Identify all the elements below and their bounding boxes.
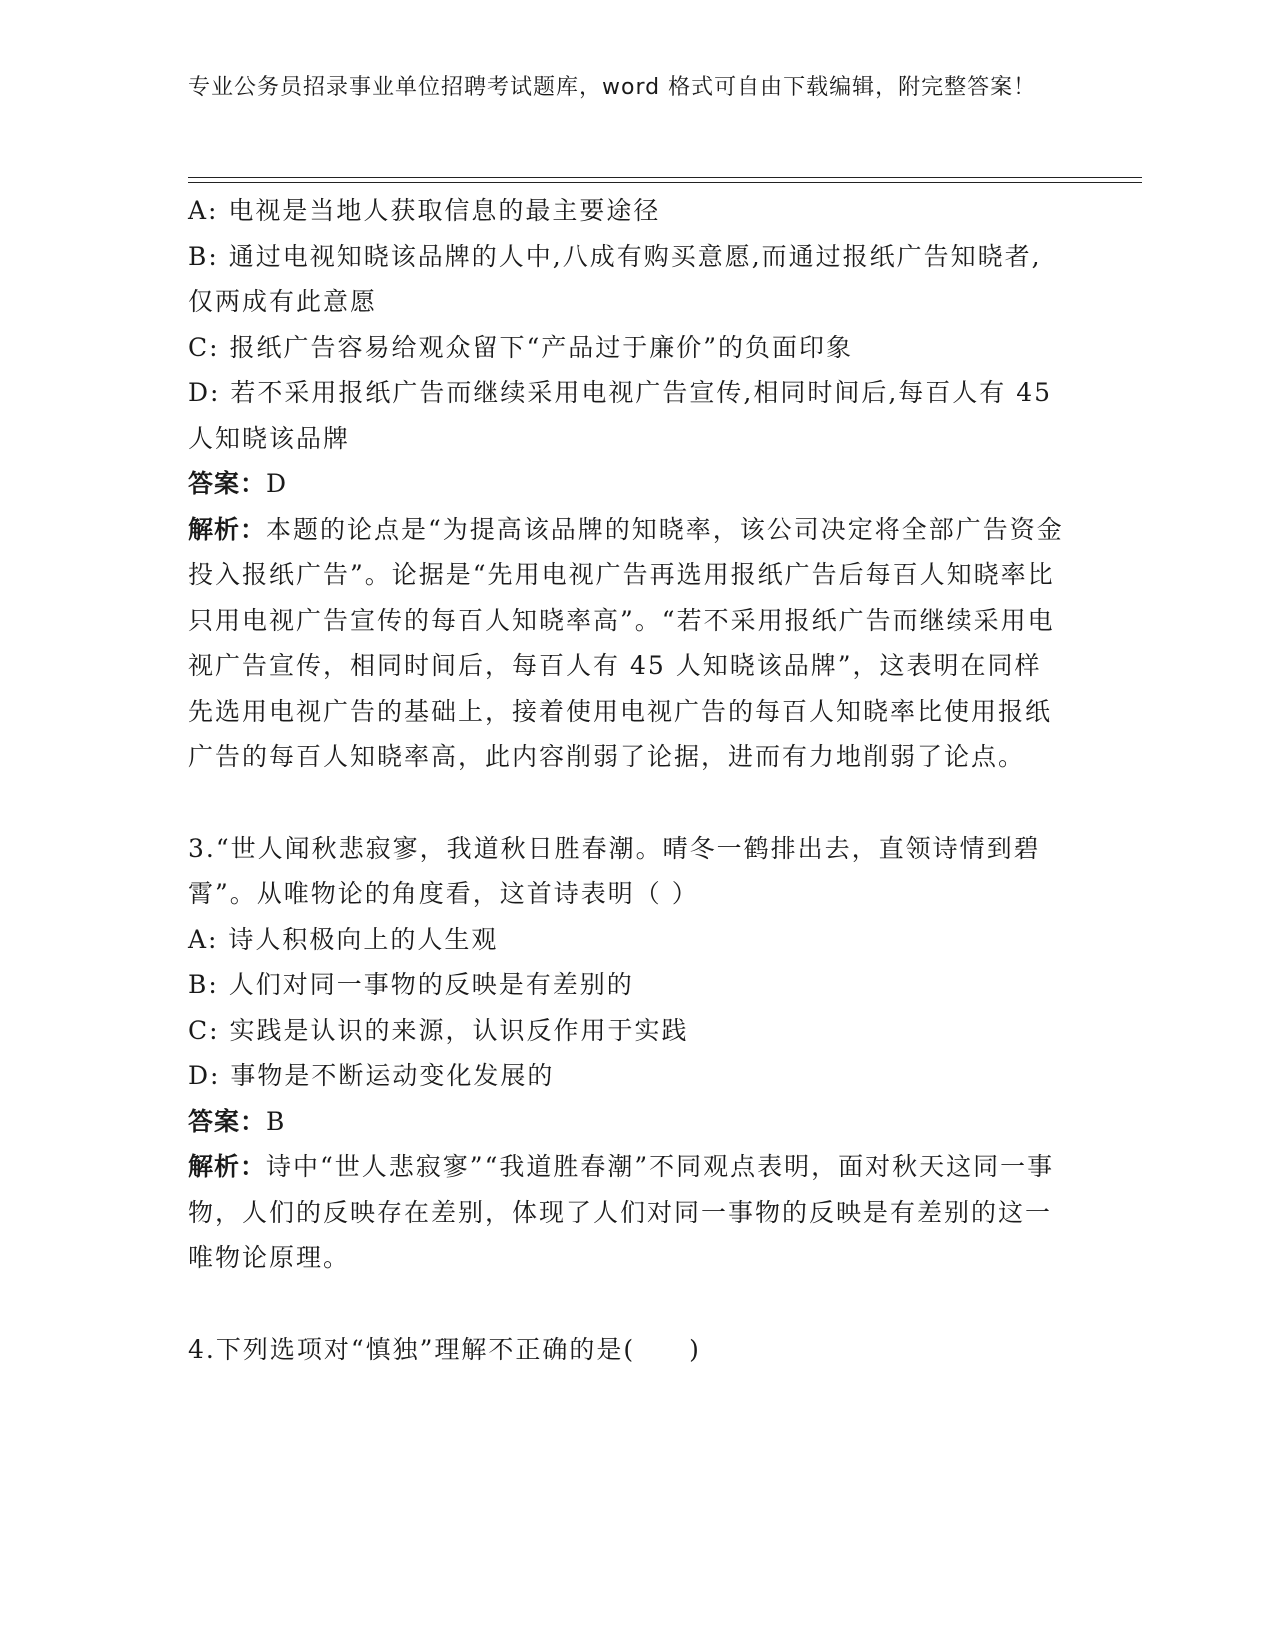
q2-option-d: D: 若不采用报纸广告而继续采用电视广告宣传,相同时间后,每百人有 45 人知晓该品牌 bbox=[188, 378, 1053, 453]
q3-answer-value: B bbox=[266, 1106, 287, 1136]
q3-analysis-label: 解析： bbox=[188, 1152, 267, 1181]
q3-stem: 3.“世人闻秋悲寂寥，我道秋日胜春潮。晴冬一鹤排出去，直领诗情到碧霄”。从唯物论的角度看，这首诗表明（ ） bbox=[188, 833, 1041, 908]
q3-answer bbox=[188, 1099, 1068, 1145]
header-divider-bottom bbox=[188, 182, 1142, 183]
question-content bbox=[188, 188, 1068, 1372]
spacer bbox=[188, 780, 1068, 826]
q2-answer-value: D bbox=[266, 469, 289, 498]
question-2-remainder bbox=[188, 188, 1068, 780]
q3-option-b: B: 人们对同一事物的反映是有差别的 bbox=[188, 970, 634, 999]
page-header: 专业公务员招录事业单位招聘考试题库，word 格式可自由下载编辑，附完整答案！ bbox=[188, 75, 1037, 100]
q2-analysis-text: 本题的论点是“为提高该品牌的知晓率，该公司决定将全部广告资金投入报纸广告”。论据是“先用电视广告再选用报纸广告后每百人知晓率比只用电视广告宣传的每百人知晓率高”。“若不采用报纸广告而继续采用电视广告宣传，相同时间后，每百人有 45 人知晓该品牌”，这表明在同样先选用电视广告的基础上，接着使用电视广告的每百人知晓率比使用报纸广告的每百人知晓率高，此内容削弱了论据，进而有力地削弱了论点。 bbox=[188, 514, 1064, 771]
q4-stem: 4.下列选项对“慎独”理解不正确的是( ) bbox=[188, 1334, 701, 1364]
spacer bbox=[188, 1281, 1068, 1327]
q3-option-a: A: 诗人积极向上的人生观 bbox=[188, 924, 499, 954]
q2-analysis-label: 解析： bbox=[188, 514, 267, 544]
q3-answer-label: 答案： bbox=[188, 1106, 267, 1136]
header-divider-top bbox=[188, 177, 1142, 178]
q2-answer-label: 答案： bbox=[188, 469, 267, 498]
q3-analysis bbox=[188, 1144, 1068, 1281]
q2-option-a: A: 电视是当地人获取信息的最主要途径 bbox=[188, 196, 661, 225]
question-4 bbox=[188, 1327, 1068, 1373]
q2-analysis bbox=[188, 507, 1068, 780]
q3-analysis-text: 诗中“世人悲寂寥”“我道胜春潮”不同观点表明，面对秋天这同一事物，人们的反映存在差别，体现了人们对同一事物的反映是有差别的这一唯物论原理。 bbox=[188, 1152, 1055, 1272]
q2-answer bbox=[188, 461, 1068, 507]
q3-option-d: D: 事物是不断运动变化发展的 bbox=[188, 1061, 555, 1090]
question-3 bbox=[188, 826, 1068, 1281]
q2-option-b: B: 通过电视知晓该品牌的人中,八成有购买意愿,而通过报纸广告知晓者,仅两成有此意愿 bbox=[188, 241, 1042, 316]
q2-option-c: C: 报纸广告容易给观众留下“产品过于廉价”的负面印象 bbox=[188, 332, 854, 362]
q3-option-c: C: 实践是认识的来源，认识反作用于实践 bbox=[188, 1015, 689, 1045]
